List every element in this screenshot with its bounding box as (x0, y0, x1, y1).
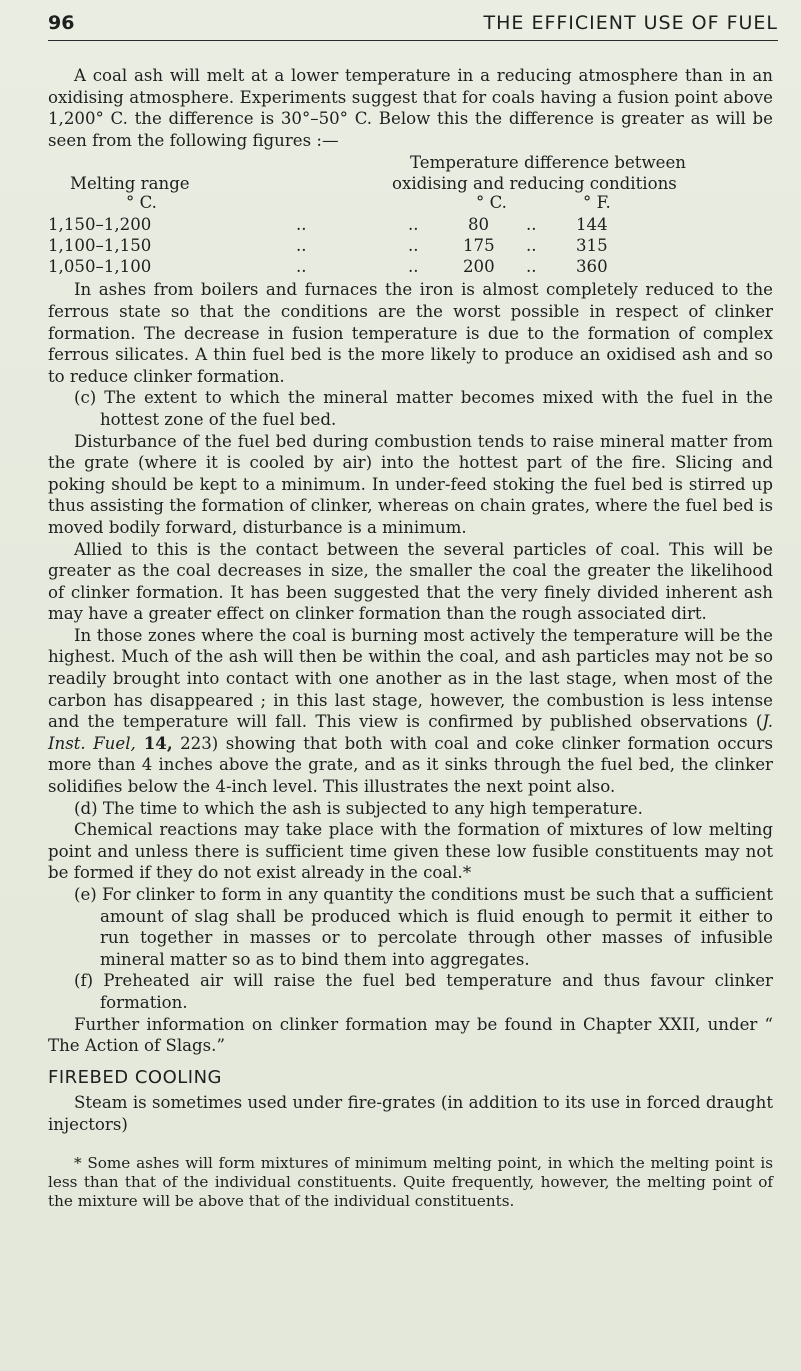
paragraph-chemical-reactions: Chemical reactions may take place with the formation of mixtures of low melting point and unless there is sufficient time given these low fusible constituents may not be formed if they do not exist already in the coal.* (48, 820, 773, 883)
intro-paragraph: A coal ash will melt at a lower temperature in a reducing atmosphere than in an oxidising atmosphere. Experiments suggest that for coals having a fusion point above 1,200° C. the difference is 30°–50° C. Below this the difference is greater as will be seen from the following figures :— (48, 66, 773, 150)
temperature-table (48, 151, 773, 279)
table-row-sep: .. (296, 236, 307, 256)
journal-volume: 14, (135, 732, 173, 753)
table-header-col2-line1: Temperature difference between (410, 153, 686, 173)
paragraph-burning-zones (48, 625, 773, 798)
table-row-sep: .. (526, 236, 537, 256)
table-row-sep: .. (296, 257, 307, 277)
table-row-sep: .. (296, 215, 307, 235)
paragraph-further-information: Further information on clinker formation may be found in Chapter XXII, under “ The Action of Slags.” (48, 1014, 773, 1056)
table-row-range: 1,150–1,200 (48, 215, 152, 235)
table-row-range: 1,100–1,150 (48, 236, 152, 256)
table-unit-f: ° F. (583, 193, 611, 213)
list-item-f: (f) Preheated air will raise the fuel bed temperature and thus favour clinker formation. (74, 971, 773, 1012)
table-row-celsius: 175 (463, 236, 495, 256)
page-body (48, 65, 773, 1211)
journal-reference: J. Inst. Fuel, (48, 712, 773, 753)
list-item-c: (c) The extent to which the mineral matter becomes mixed with the fuel in the hottest zone of the fuel bed. (74, 388, 773, 429)
table-row-sep: .. (408, 236, 419, 256)
paragraph-disturbance: Disturbance of the fuel bed during combustion tends to raise mineral matter from the grate (where it is cooled by air) into the hottest part of the fire. Slicing and poking should be kept to a minimum. In under-feed stoking the fuel bed is stirred up thus assisting the formation of clinker, whereas on chain grates, where the fuel bed is moved bodily forward, disturbance is a minimum. (48, 431, 773, 537)
table-row-celsius: 200 (463, 257, 495, 277)
page-header (48, 10, 778, 41)
table-row-celsius: 80 (468, 215, 490, 235)
table-row-range: 1,050–1,100 (48, 257, 152, 277)
table-unit-c: ° C. (476, 193, 507, 213)
table-row-fahrenheit: 144 (576, 215, 608, 235)
table-header-col2-line2: oxidising and reducing conditions (392, 174, 677, 194)
table-row-fahrenheit: 360 (576, 257, 608, 277)
table-row-sep: .. (408, 215, 419, 235)
running-head: THE EFFICIENT USE OF FUEL (483, 12, 778, 34)
table-row-sep: .. (526, 257, 537, 277)
list-item-d: (d) The time to which the ash is subjected to any high temperature. (74, 798, 643, 818)
list-item-e: (e) For clinker to form in any quantity the conditions must be such that a sufficient amount of slag shall be produced which is fluid enough to permit it either to run together in masses or to percolate through other masses of infusible mineral matter so as to bind them into aggregates. (74, 885, 773, 969)
paragraph-burning-zones-text-end: 223) showing that both with coal and coke clinker formation occurs more than 4 inches above the grate, and as it sinks through the fuel bed, the clinker solidifies below the 4-inch level. This illustrates the next point also. (48, 733, 773, 797)
paragraph-contact: Allied to this is the contact between the several particles of coal. This will be greater as the coal decreases in size, the smaller the coal the greater the likelihood of clinker formation. It has been suggested that the very finely divided inherent ash may have a greater effect on clinker formation than the rough associated dirt. (48, 539, 773, 624)
table-row-sep: .. (526, 215, 537, 235)
table-unit-range: ° C. (126, 193, 157, 213)
table-row-fahrenheit: 315 (576, 236, 608, 256)
table-row-sep: .. (408, 257, 419, 277)
section-paragraph: Steam is sometimes used under fire-grates (in addition to its use in forced draught injectors) (48, 1093, 773, 1134)
footnote: * Some ashes will form mixtures of minimum melting point, in which the melting point is less than that of the individual constituents. Quite frequently, however, the melting point of the mixture will be above that of the individual constituents. (48, 1153, 773, 1210)
paragraph-burning-zones-text: In those zones where the coal is burning most actively the temperature will be the highest. Much of the ash will then be within the coal, and ash particles may not be so readily brought into contact with one another as in the last stage, when most of the carbon has disappeared ; in this last stage, however, the combustion is less intense and the temperature will fall. This view is confirmed by published observations ( (48, 625, 773, 732)
paragraph-ferrous-state: In ashes from boilers and furnaces the iron is almost completely reduced to the ferrous state so that the conditions are the worst possible in respect of clinker formation. The decrease in fusion temperature is due to the formation of complex ferrous silicates. A thin fuel bed is the more likely to produce an oxidised ash and so to reduce clinker formation. (48, 280, 773, 386)
table-header-col1: Melting range (70, 174, 190, 194)
page-number: 96 (48, 12, 75, 34)
section-heading: FIREBED COOLING (48, 1066, 222, 1088)
